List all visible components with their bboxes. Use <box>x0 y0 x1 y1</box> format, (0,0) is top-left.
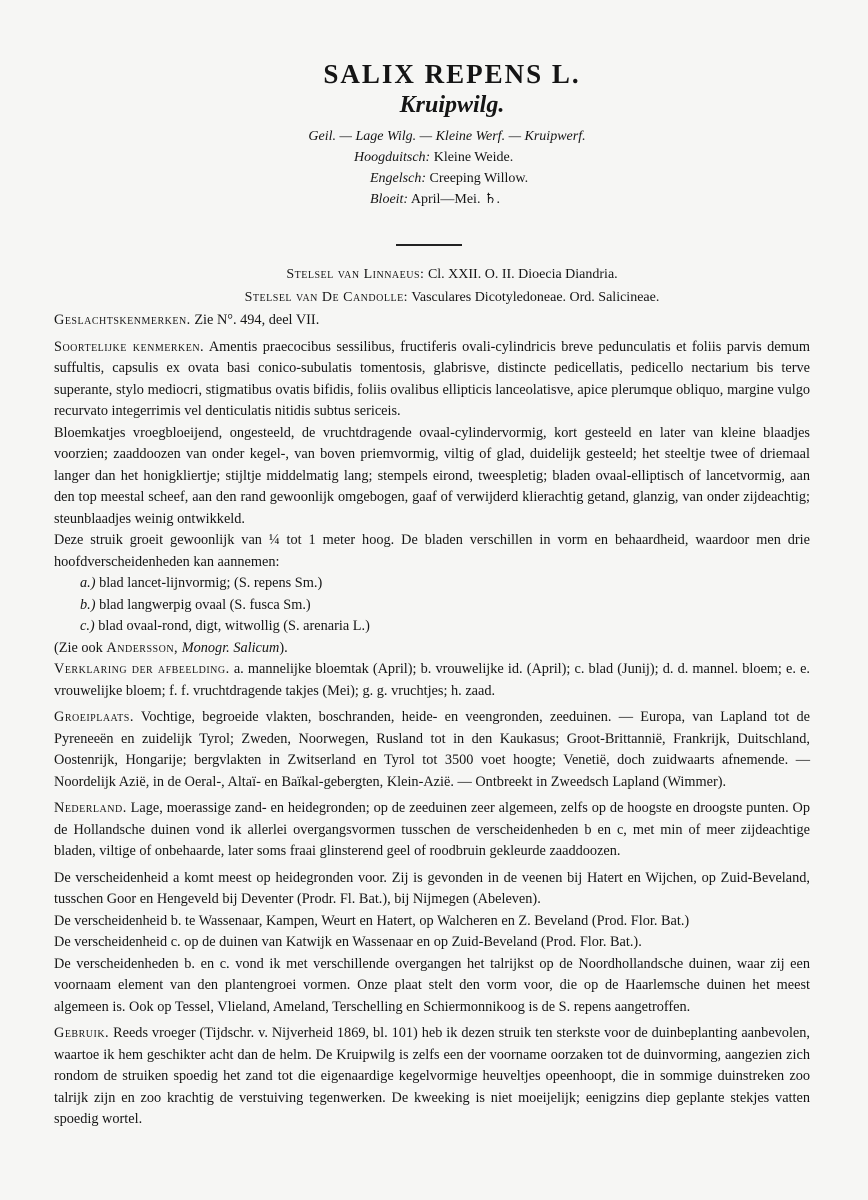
german-value: Kleine Weide. <box>433 150 514 165</box>
reference-work: Monogr. Salicum <box>181 639 280 656</box>
variety-bc-paragraph: De verscheidenheden b. en c. vond ik met verschillende overgangen het talrijkst op de Noordhollandsche duinen, waar zij een voornaam element van den plantengroei vormen. Onze plaat stelt den vorm voor, die op de Haarlemsche duinen het meest algemeen is. Ook op Tessel, Vlieland, Ameland, Terschelling en Schiermonnikoog is de S. repens aangetroffen. <box>54 955 810 1015</box>
variety-c-paragraph: De verscheidenheid c. op de duinen van Katwijk en Wassenaar en op Zuid-Beveland (Prod. Flor. Bat.). <box>54 934 642 950</box>
linnaeus-system <box>94 264 810 285</box>
candolle-value: Vasculares Dicotyledoneae. Ord. Salicineae. <box>411 290 660 305</box>
usage-label: Gebruik. <box>54 1025 110 1041</box>
variant-c <box>54 616 810 638</box>
linnaeus-value: Cl. XXII. O. II. Dioecia Diandria. <box>427 267 618 282</box>
height-paragraph: Deze struik groeit gewoonlijk van ¼ tot 1 meter hoog. De bladen verschillen in vorm en behaardheid, waardoor men drie hoofdverscheidenheden kan aannemen: <box>54 532 810 570</box>
flowering-value: April—Mei. ♄. <box>410 192 500 207</box>
variant-text: blad langwerpig ovaal (S. fusca Sm.) <box>99 596 311 613</box>
german-name-line <box>354 147 810 168</box>
species-characteristics <box>54 337 810 423</box>
genus-characteristics <box>54 310 810 332</box>
variant-text: blad ovaal-rond, digt, witwollig (S. arenaria L.) <box>98 618 370 634</box>
variant-text: blad lancet-lijnvormig; (S. repens Sm.) <box>99 575 323 591</box>
variant-mark: b.) <box>80 596 96 613</box>
habitat-paragraph <box>54 707 810 793</box>
usage-paragraph <box>54 1023 810 1131</box>
flowering-line <box>370 189 810 210</box>
candolle-system <box>94 287 810 308</box>
habitat-label: Groeiplaats. <box>54 709 134 725</box>
species-text: Amentis praecocibus sessilibus, fructiferis ovali-cylindricis breve pedunculatis et foliis parvis demum suffultis, capsulis ex ovata basi conico-subulatis tomentosis, glabrisve, distincte pedicellatis, pedicello nectarium bis terve superante, stylo mediocri, stigmatibus ovatis bifidis, foliis ovalibus ellipticis lanceolatisve, apice plerumque obliquo, margine vulgo recurvato integerrimis vel denticulatis nitidis subtus sericeis. <box>54 338 811 419</box>
german-label: Hoogduitsch: <box>354 150 431 165</box>
netherlands-text: Lage, moerassige zand- en heidegronden; op de zeeduinen zeer algemeen, zelfs op de hoogste en droogste punten. Op de Hollandsche duinen vond ik allerlei overgangsvormen tusschen de verscheidenheden b en c, met min of meer zijdeachtige bladen, viltige of onbehaarde, later soms fraai glinsterend geel of roodbruin gekleurde zaaddoozen. <box>54 800 811 859</box>
variety-a-paragraph: De verscheidenheid a komt meest op heidegronden voor. Zij is gevonden in de veenen bij Hatert en Wijchen, op Zuid-Beveland, tusschen Goor en Hengeveld bij Deventer (Prodr. Fl. Bat.), bij Nijmegen (Abeleven). <box>54 869 810 907</box>
variant-b <box>54 595 810 617</box>
figure-explanation <box>54 659 810 702</box>
divider-rule <box>396 244 462 246</box>
page-title: SALIX REPENS L. <box>323 59 581 89</box>
english-label: Engelsch: <box>370 171 426 186</box>
netherlands-label: Nederland. <box>54 800 127 816</box>
document-page <box>54 56 810 1131</box>
netherlands-paragraph <box>54 798 810 863</box>
reference-suffix: ). <box>279 639 288 656</box>
synonyms-text: Geil. — Lage Wilg. — Kleine Werf. — Kruipwerf. <box>308 129 586 144</box>
reference-prefix: (Zie ook <box>54 639 103 656</box>
candolle-label: Stelsel van De Candolle: <box>244 290 409 305</box>
english-value: Creeping Willow. <box>429 171 529 186</box>
usage-text: Reeds vroeger (Tijdschr. v. Nijverheid 1869, bl. 101) heb ik dezen struik ten sterkste voor de duinbeplanting aanbevolen, waartoe ik hem geschikter acht dan de helm. De Kruipwilg is zelfs een der voorname oorzaken tot de duinvorming, aangezien zich rondom de struiken spoedig het zand tot die eigenaardige kegelvormige heuveltjes opeenhoopt, die in sommige duinstreken zoo talrijk zijn en zoo krachtig de verstuiving tegenwerken. De kweeking is niet moeijelijk; eenigzins diep geplante stekjes vatten spoedig wortel. <box>54 1025 810 1127</box>
variant-mark: c.) <box>80 618 95 634</box>
genus-text: Zie N°. 494, deel VII. <box>194 312 320 328</box>
variant-mark: a.) <box>80 575 96 591</box>
variant-list <box>54 573 810 638</box>
flowering-label: Bloeit: <box>370 192 409 207</box>
figure-text: a. mannelijke bloemtak (April); b. vrouwelijke id. (April); c. blad (Junij); d. d. mannel. bloem; e. e. vrouwelijke bloem; f. f. vruchtdragende takjes (Mei); g. g. vruchtjes; h. zaad. <box>54 661 810 699</box>
reference-author: Andersson, <box>106 639 179 656</box>
genus-label: Geslachtskenmerken. <box>54 312 191 328</box>
linnaeus-label: Stelsel van Linnaeus: <box>286 267 425 282</box>
figure-label: Verklaring der afbeelding. <box>54 661 230 677</box>
variety-b-paragraph: De verscheidenheid b. te Wassenaar, Kampen, Weurt en Hatert, op Walcheren en Z. Beveland (Prod. Flor. Bat.) <box>54 912 690 929</box>
species-label: Soortelijke kenmerken. <box>54 338 205 355</box>
habitat-text: Vochtige, begroeide vlakten, boschranden, heide- en veengronden, zeeduinen. — Europa, van Lapland tot de Pyreneeën en zuidelijk Tyrol; Zweden, Noorwegen, Rusland tot in den Kaukasus; Groot-Brittannië, Frankrijk, Duitschland, Oostenrijk, Hongarije; bergvlakten in Zwitserland en Tyrol tot 3500 voet hoogte; Venetië, doch zuidwaarts afnemende. — Noordelijk Azië, in de Oeral-, Altaï- en Baïkal-gebergten, Klein-Azië. — Ontbreekt in Zweedsch Lapland (Wimmer). <box>54 709 810 790</box>
synonyms-line <box>84 126 810 147</box>
reference-line <box>54 638 810 660</box>
description-paragraph: Bloemkatjes vroegbloeijend, ongesteeld, de vruchtdragende ovaal-cylindervormig, kort gesteeld en later van kleine blaadjes voorzien; zaaddoozen van onder kegel-, van boven priemvormig, viltig of glad, duidelijk gesteeld; het steeltje twee of driemaal langer dan het honigkliertje; stijltje middelmatig lang; stempels eirond, tweespletig; bladen ovaal-elliptisch of lancetvormig, aan den top meestal scheef, aan den rand gewoonlijk omgebogen, gaaf of verwijderd klierachtig getand, glanzig, van onder zijdeachtig; steunblaadjes weinig ontwikkeld. <box>54 424 810 527</box>
page-subtitle: Kruipwilg. <box>399 92 505 118</box>
variant-a <box>54 573 810 595</box>
english-name-line <box>370 168 810 189</box>
